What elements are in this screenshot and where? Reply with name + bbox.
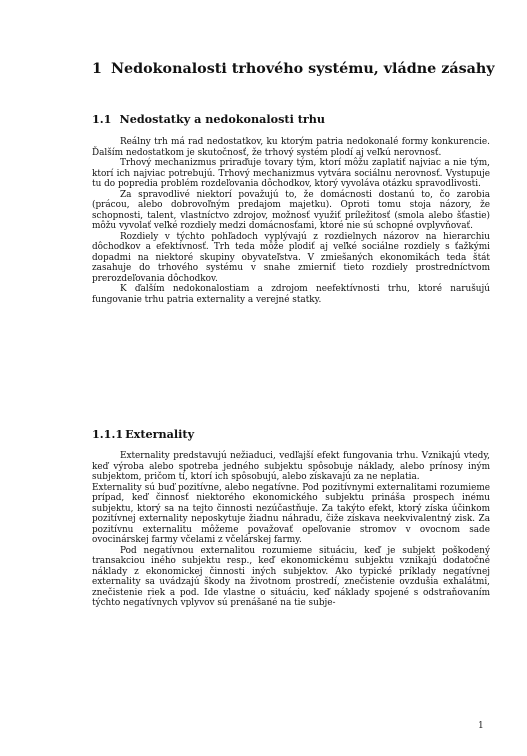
subsection-heading: [92, 427, 194, 441]
section-number: 1.1: [92, 112, 112, 126]
paragraph: Za spravodlivé niektorí považujú to, že domácnosti dostanú to, čo zarobia (prácou, alebo dobrovoľným predajom majetku). Oproti tomu stoja názory, že schopnosti, talent, vlastníctvo zdrojov, možnosť využiť príležitosť (smola alebo šťastie) môžu vyvolať veľké rozdiely medzi domácnosťami, ktoré nie sú schopné ovplyvňovať.: [92, 189, 490, 231]
paragraph: Rozdiely v týchto pohľadoch vyplývajú z rozdielnych názorov na hierarchiu dôchodkov a efektívnosť. Trh teda môže plodiť aj veľké sociálne rozdiely s ťažkými dopadmi na niektoré skupiny obyvateľstva. V zmiešaných ekonomikách teda štát zasahuje do trhového systému v snahe zmierniť tieto rozdiely prostredníctvom prerozdeľovania dôchodkov.: [92, 231, 490, 284]
paragraph: Externality predstavujú nežiaduci, vedľajší efekt fungovania trhu. Vznikajú vtedy, keď výroba alebo spotreba jedného subjektu spôsobuje náklady, alebo prínosy iným subjektom, pričom tí, ktorí ich spôsobujú, alebo získavajú za ne neplatia.: [92, 451, 490, 482]
chapter-title: Nedokonalosti trhového systému, vládne zásahy: [110, 61, 495, 77]
paragraph: Externality sú buď pozitívne, alebo negatívne. Pod pozitívnymi externalitami rozumieme prípad, keď činnosť niektorého ekonomického subjektu prináša prospech inému subjektu, ktorý sa na tejto činnosti nezúčastňuje. Za takýto efekt, ktorý získa účinkom pozitívnej externality neposkytuje žiadnu náhradu, čiže získava neekvivalentný zisk. Za pozitívnu externalitu môžeme považovať opeľovanie stromov v ovocnom sade ovocinárskej farmy včelami z včelárskej farmy.: [92, 482, 490, 545]
section-title: Nedostatky a nedokonalosti trhu: [119, 112, 326, 126]
paragraph: Pod negatívnou externalitou rozumieme situáciu, keď je subjekt poškodený transakciou iného subjektu resp., keď ekonomickému subjektu vznikajú dodatočné náklady z ekonomickej činnosti iných subjektov. Ako typické príklady negatívnej externality sa uvádzajú škody na životnom prostredí, znečistenie ovzdušia exhalátmi, znečistenie riek a pod. Ide vlastne o situáciu, keď náklady spojené s odstraňovaním týchto negatívnych vplyvov sú prenášané na tie subje-: [92, 545, 490, 608]
paragraph: K ďalším nedokonalostiam a zdrojom neefektívnosti trhu, ktoré narušujú fungovanie trhu patria externality a verejné statky.: [92, 284, 490, 305]
chapter-heading: [92, 61, 512, 77]
section-body: [92, 137, 490, 305]
paragraph: Trhový mechanizmus priraďuje tovary tým, ktorí môžu zaplatiť najviac a nie tým, ktorí ich najviac potrebujú. Trhový mechanizmus vytvára sociálnu nerovnosť. Vystupuje tu do popredia problém rozdeľovania dôchodkov, ktorý vyvoláva otázku spravodlivosti.: [92, 158, 490, 189]
subsection-title: Externality: [125, 427, 195, 441]
subsection-number: 1.1.1: [92, 427, 124, 441]
subsection-body: [92, 451, 490, 609]
paragraph: Reálny trh má rad nedostatkov, ku ktorým patria nedokonalé formy konkurencie. Ďalším nedostatkom je skutočnosť, že trhový systém plodí aj veľkú nerovnosť.: [92, 137, 490, 158]
page-number: 1: [478, 721, 484, 731]
section-heading: [92, 112, 325, 126]
chapter-number: 1: [92, 61, 102, 77]
